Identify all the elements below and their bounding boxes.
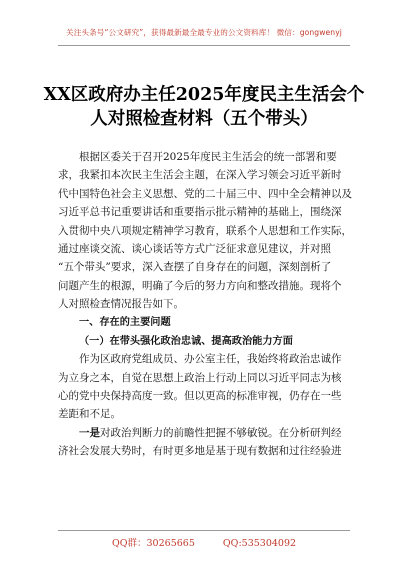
intro-line: 求，我紧扣本次民主生活会主题，在深入学习领会习近平新时 — [58, 169, 342, 182]
intro-line: 通过座谈交流、谈心谈话等方式广泛征求意见建议，并对照 — [58, 242, 331, 255]
title-line-2: 人对照检查材料（五个带头） — [90, 109, 318, 129]
intro-line: 问题产生的根源，明确了今后的努力方向和整改措施。现将个 — [58, 279, 342, 292]
paragraph-line — [58, 424, 356, 442]
intro-line: 代中国特色社会主义思想、党的二十届三中、四中全会精神以及 — [58, 187, 352, 200]
document-title — [40, 83, 368, 131]
paragraph-line: 济社会发展大势时，有时更多地是基于现有数据和过往经验进 — [58, 445, 342, 458]
paragraph-line: 差距和不足。 — [58, 408, 121, 421]
intro-line: 入贯彻中央八项规定精神学习教育，联系个人思想和工作实际， — [58, 224, 352, 237]
paragraph-line: 心的党中央保持高度一致。但以更高的标准审视，仍存在一些 — [58, 390, 342, 403]
subsection-heading-political-loyalty: （一）在带头强化政治忠诚、提高政治能力方面 — [79, 334, 293, 347]
intro-line: 人对照检查情况报告如下。 — [58, 298, 184, 311]
paragraph-line: 作为区政府党组成员、办公室主任，我始终将政治忠诚作 — [79, 353, 342, 366]
point-text: 对政治判断力的前瞻性把握不够敏锐。在分析研判经 — [100, 426, 342, 439]
intro-line: “五个带头”要求，深入查摆了自身存在的问题，深刻剖析了 — [58, 261, 332, 274]
footer-contact — [0, 535, 408, 549]
section-heading-problems: 一、存在的主要问题 — [79, 316, 171, 328]
footer-qq: QQ:535304092 — [222, 538, 297, 549]
top-banner: 关注头条号“公文研究”，获得最新最全最专业的公文资料库！ 微信：gongwenyj — [66, 28, 342, 37]
document-body — [58, 148, 356, 461]
footer-qq-group: QQ群：30265665 — [111, 538, 195, 549]
footer-divider — [58, 530, 350, 531]
title-line-1: XX区政府办主任2025年度民主生活会个 — [43, 85, 365, 105]
header-divider — [58, 45, 350, 46]
intro-line: 习近平总书记重要讲话和重要指示批示精神的基础上，围绕深 — [58, 206, 342, 219]
intro-line: 根据区委关于召开2025年度民主生活会的统一部署和要 — [79, 151, 337, 163]
paragraph-line: 为立身之本，自觉在思想上政治上行动上同以习近平同志为核 — [58, 371, 342, 384]
point-lead: 一是 — [79, 426, 100, 439]
